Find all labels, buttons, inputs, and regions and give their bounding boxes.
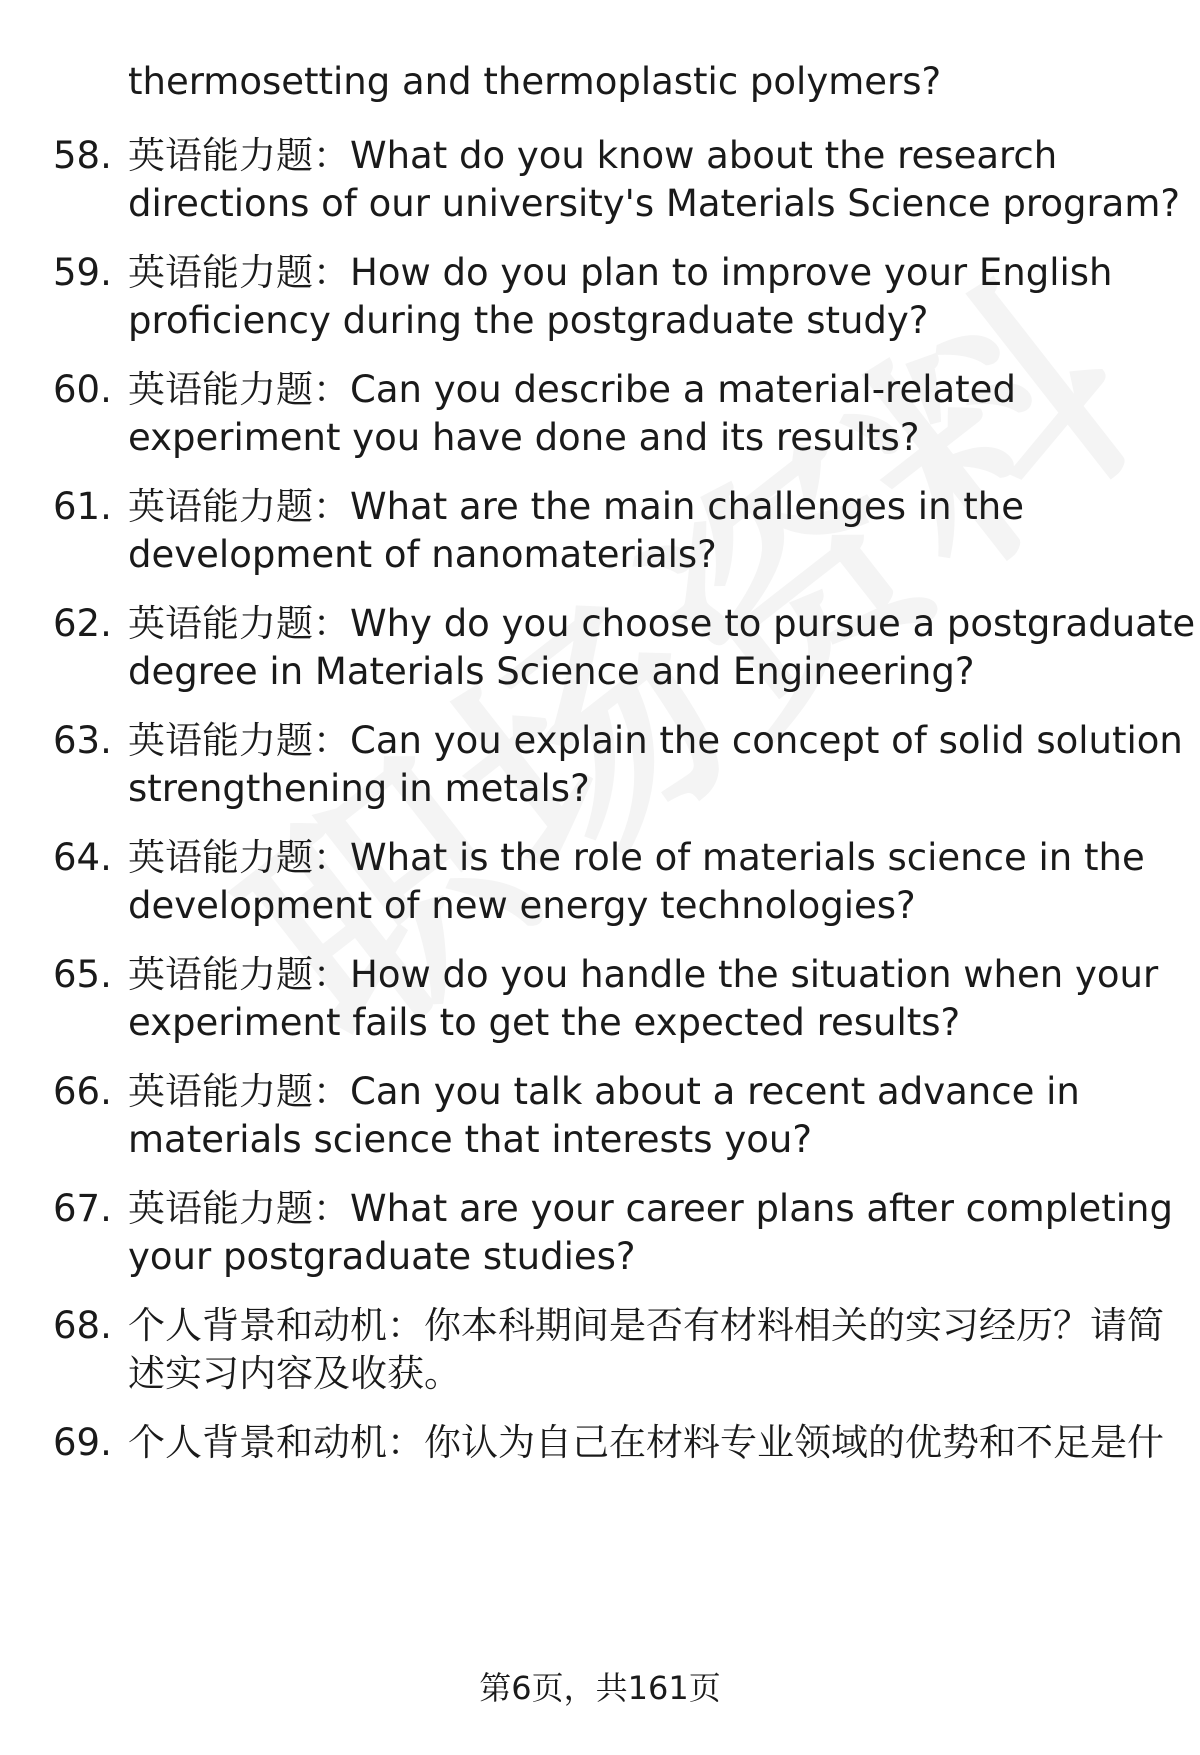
question-line: strengthening in metals? (128, 767, 590, 810)
question-line: proficiency during the postgraduate study? (128, 299, 929, 342)
question-line: 英语能力题：How do you plan to improve your English (128, 251, 1113, 294)
question-line: 英语能力题：Can you explain the concept of solid solution (128, 719, 1183, 762)
question-line: 个人背景和动机：你认为自己在材料专业领域的优势和不足是什 (128, 1421, 1164, 1464)
question-line: 英语能力题：What do you know about the research (128, 134, 1058, 177)
question-number: 62. (53, 602, 112, 645)
question-number: 58. (53, 134, 112, 177)
question-text (128, 483, 1024, 579)
question-line: 个人背景和动机：你本科期间是否有材料相关的实习经历？请简 (128, 1304, 1164, 1347)
question-text (128, 834, 1145, 930)
continuation-line: thermosetting and thermoplastic polymers? (128, 60, 942, 103)
question-line: directions of our university's Materials Science program? (128, 182, 1181, 225)
question-text (128, 600, 1195, 696)
question-line: degree in Materials Science and Engineering? (128, 650, 975, 693)
question-line: materials science that interests you? (128, 1118, 812, 1161)
question-line: your postgraduate studies? (128, 1235, 636, 1278)
question-number: 69. (53, 1421, 112, 1464)
question-number: 65. (53, 953, 112, 996)
question-text (128, 366, 1016, 462)
question-line: 英语能力题：Can you talk about a recent advance in (128, 1070, 1080, 1113)
question-number: 61. (53, 485, 112, 528)
question-text (128, 1185, 1173, 1281)
page-footer: 第6页，共161页 (479, 1669, 721, 1707)
question-line: 述实习内容及收获。 (128, 1352, 461, 1395)
question-number: 63. (53, 719, 112, 762)
question-text (128, 1068, 1080, 1164)
question-line: experiment you have done and its results? (128, 416, 920, 459)
question-line: 英语能力题：Why do you choose to pursue a postgraduate (128, 602, 1196, 645)
question-text (128, 249, 1113, 345)
question-line: 英语能力题：What are the main challenges in the (128, 485, 1025, 528)
question-text (128, 1302, 1164, 1398)
question-line: 英语能力题：What is the role of materials science in the (128, 836, 1145, 879)
question-number: 64. (53, 836, 112, 879)
question-line: experiment fails to get the expected results? (128, 1001, 961, 1044)
question-text (128, 951, 1158, 1047)
question-line: development of new energy technologies? (128, 884, 916, 927)
question-number: 59. (53, 251, 112, 294)
question-line: 英语能力题：What are your career plans after completing (128, 1187, 1173, 1230)
question-number: 67. (53, 1187, 112, 1230)
question-text (128, 717, 1183, 813)
question-number: 66. (53, 1070, 112, 1113)
question-text (128, 132, 1180, 228)
question-line: 英语能力题：Can you describe a material-related (128, 368, 1016, 411)
question-number: 60. (53, 368, 112, 411)
question-line: development of nanomaterials? (128, 533, 717, 576)
question-text (128, 1419, 1164, 1467)
question-number: 68. (53, 1304, 112, 1347)
question-line: 英语能力题：How do you handle the situation when your (128, 953, 1159, 996)
